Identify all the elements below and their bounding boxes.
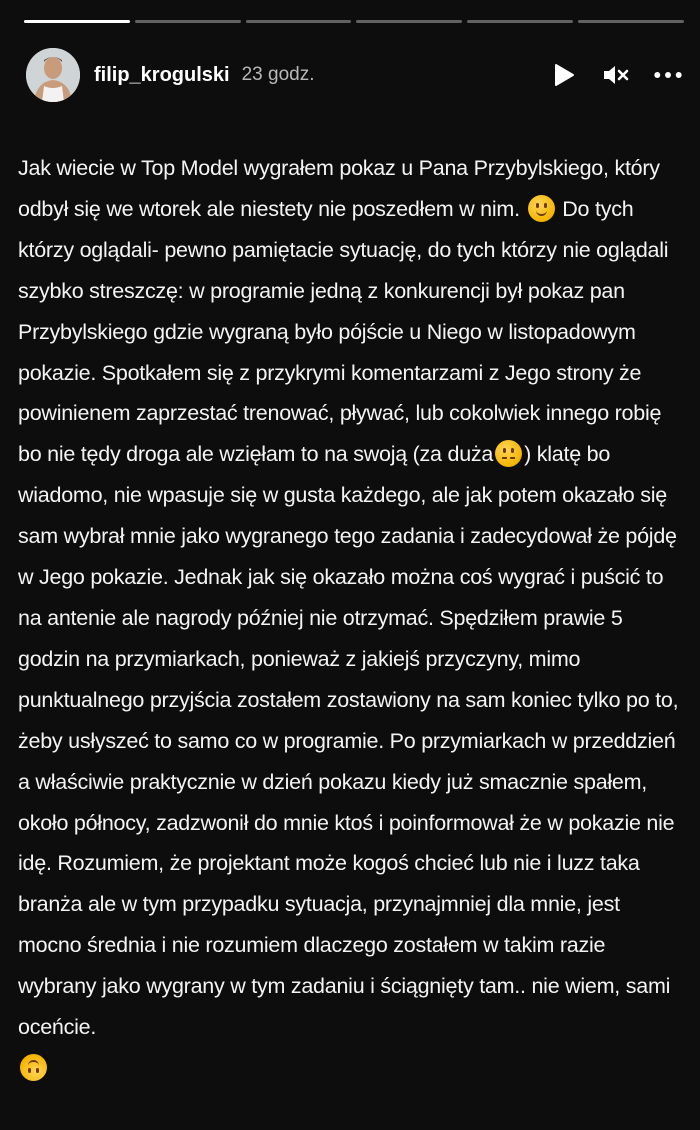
more-options-button[interactable] [654, 61, 682, 89]
story-text-part-3: ) klatę bo wiadomo, nie wpasuje się w gusta każdego, ale jak potem okazało się sam wybrał mnie jako wygranego tego zadania i zadecydował że pójdę w Jego pokazie. Jednak jak się okazało można coś wygrać i puścić to na antenie ale nagrody później nie otrzymać. Spędziłem prawie 5 godzin na przymiarkach, ponieważ z jakiejś przyczyny, mimo punktualnego przyjścia zostałem zostawiony na sam koniec tylko po to, żeby usłyszeć to samo co w programie. Po przymiarkach w przeddzień a właściwie praktycznie w dzień pokazu kiedy już smacznie spałem, około północy, zadzwonił do mnie ktoś i poinformował że w pokazie nie idę. Rozumiem, że projektant może kogoś chcieć lub nie i luzz taka branża ale w tym przypadku sytuacja, przynajmniej dla mnie, jest mocno średnia i nie rozumiem dlaczego zostałem w takim razie wybrany jako wygrany w tym zadaniu i ściągnięty tam.. nie wiem, sami oceńcie. [18, 442, 679, 1040]
story-header [26, 44, 682, 106]
story-controls [550, 61, 682, 89]
more-options-icon [654, 71, 682, 79]
zipper-mouth-face-icon [495, 440, 522, 467]
story-progress-bar [24, 20, 684, 23]
story-text-part-1: Jak wiecie w Top Model wygrałem pokaz u Pana Przybylskiego, który odbył się we wtorek ale niestety nie poszedłem w nim. [18, 156, 660, 221]
play-button[interactable] [550, 61, 578, 89]
progress-segment [246, 20, 352, 23]
progress-segment [356, 20, 462, 23]
shushing-face-icon [528, 195, 555, 222]
avatar-image [26, 48, 80, 102]
progress-segment [467, 20, 573, 23]
timestamp: 23 godz. [241, 64, 315, 85]
progress-segment [135, 20, 241, 23]
username[interactable]: filip_krogulski [94, 63, 230, 86]
story-text-part-2: Do tych którzy oglądali- pewno pamiętacie sytuację, do tych którzy nie oglądali szybko streszczę: w programie jedną z konkurencji był pokaz pan Przybylskiego gdzie wygraną było pójście u Niego w listopadowym pokazie. Spotkałem się z przykrymi komentarzami z Jego strony że powinienem zaprzestać trenować, pływać, lub cokolwiek innego robię bo nie tędy droga ale wzięłam to na swoją (za duża [18, 196, 669, 467]
progress-segment [24, 20, 130, 23]
mute-button[interactable] [602, 61, 630, 89]
play-icon [553, 63, 575, 87]
progress-segment [578, 20, 684, 23]
story-text [18, 148, 686, 1089]
mute-icon [602, 63, 630, 87]
upside-down-face-icon [20, 1054, 47, 1081]
avatar[interactable] [26, 48, 80, 102]
